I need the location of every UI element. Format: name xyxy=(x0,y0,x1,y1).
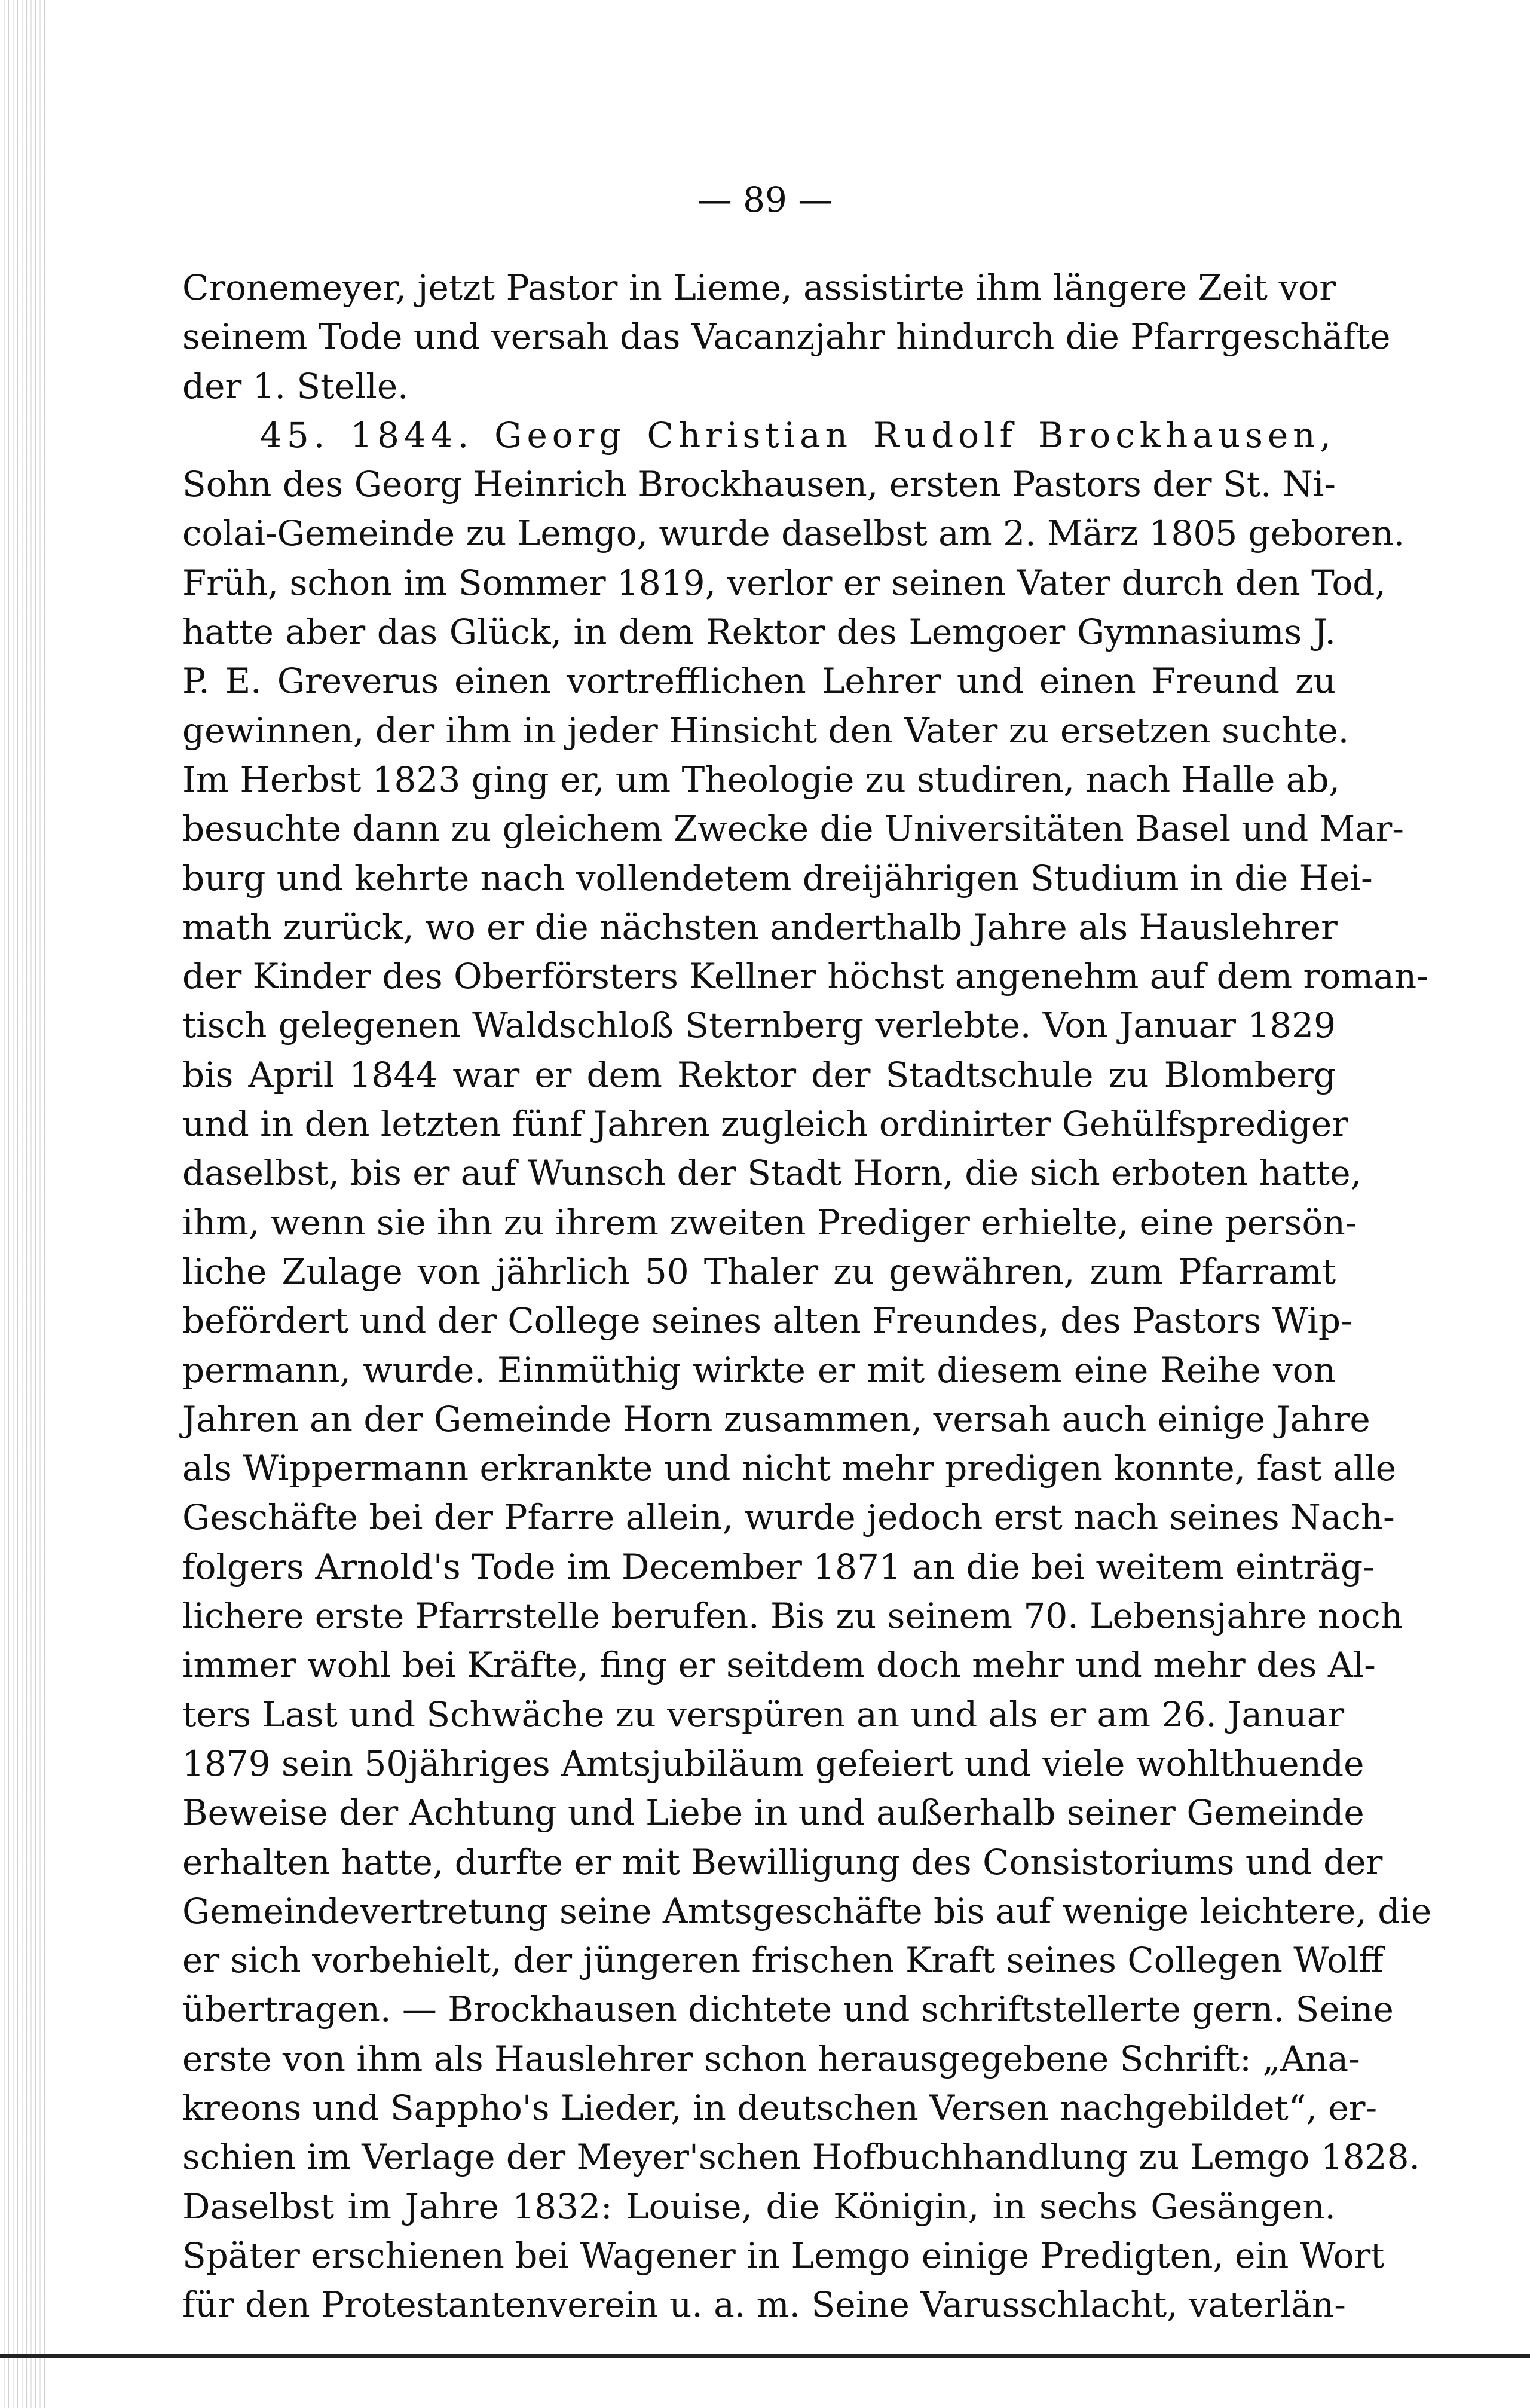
text-line: ihm, wenn sie ihn zu ihrem zweiten Prediger erhielte, eine persön- xyxy=(182,1202,1357,1243)
text-line: folgers Arnold's Tode im December 1871 an die bei weitem einträg- xyxy=(182,1546,1375,1587)
bottom-rule xyxy=(0,2354,1530,2358)
text-line: Cronemeyer, jetzt Pastor in Lieme, assistirte ihm längere Zeit vor xyxy=(182,267,1336,308)
text-line: colai-Gemeinde zu Lemgo, wurde daselbst am 2. März 1805 geboren. xyxy=(182,513,1405,554)
text-line: seinem Tode und versah das Vacanzjahr hindurch die Pfarrgeschäfte xyxy=(182,316,1391,357)
text-line: liche Zulage von jährlich 50 Thaler zu gewähren, zum Pfarramt xyxy=(182,1251,1336,1292)
text-line: befördert und der College seines alten Freundes, des Pastors Wip- xyxy=(182,1300,1352,1341)
text-line: P. E. Greverus einen vortrefflichen Lehrer und einen Freund zu xyxy=(182,661,1336,702)
text-line: Beweise der Achtung und Liebe in und außerhalb seiner Gemeinde xyxy=(182,1792,1364,1833)
text-line: tisch gelegenen Waldschloß Sternberg verlebte. Von Januar 1829 xyxy=(182,1005,1336,1046)
text-line: er sich vorbehielt, der jüngeren frischen Kraft seines Collegen Wolff xyxy=(182,1940,1384,1981)
text-line: burg und kehrte nach vollendetem dreijährigen Studium in die Hei- xyxy=(182,857,1373,899)
text-line: math zurück, wo er die nächsten anderthalb Jahre als Hauslehrer xyxy=(182,906,1338,948)
text-line: und in den letzten fünf Jahren zugleich ordinirter Gehülfsprediger xyxy=(182,1104,1348,1145)
text-line: Später erschienen bei Wagener in Lemgo einige Predigten, ein Wort xyxy=(182,2235,1385,2276)
text-line: für den Protestantenverein u. a. m. Seine Varusschlacht, vaterlän- xyxy=(182,2284,1346,2326)
text-line: erhalten hatte, durfte er mit Bewilligung des Consistoriums und der xyxy=(182,1841,1383,1883)
text-line: der 1. Stelle. xyxy=(182,365,409,407)
text-line: ters Last und Schwäche zu verspüren an und als er am 26. Januar xyxy=(182,1694,1345,1735)
text-line: als Wippermann erkrankte und nicht mehr predigen konnte, fast alle xyxy=(182,1448,1397,1489)
text-line: Im Herbst 1823 ging er, um Theologie zu studiren, nach Halle ab, xyxy=(182,759,1340,800)
text-line: permann, wurde. Einmüthig wirkte er mit diesem eine Reihe von xyxy=(182,1349,1336,1391)
text-line: Sohn des Georg Heinrich Brockhausen, ersten Pastors der St. Ni- xyxy=(182,464,1336,505)
text-line: Jahren an der Gemeinde Horn zusammen, versah auch einige Jahre xyxy=(182,1398,1370,1440)
scan-edge xyxy=(0,0,48,2408)
text-line: Früh, schon im Sommer 1819, verlor er seinen Vater durch den Tod, xyxy=(182,562,1386,603)
text-line: erste von ihm als Hauslehrer schon herausgegebene Schrift: „Ana- xyxy=(182,2038,1360,2079)
page-number: — 89 — xyxy=(697,179,833,220)
text-line: bis April 1844 war er dem Rektor der Stadtschule zu Blomberg xyxy=(182,1054,1336,1095)
text-line: gewinnen, der ihm in jeder Hinsicht den Vater zu ersetzen suchte. xyxy=(182,710,1350,751)
text-line: Gemeindevertretung seine Amtsgeschäfte bis auf wenige leichtere, die xyxy=(182,1890,1432,1932)
text-line: hatte aber das Glück, in dem Rektor des Lemgoer Gymnasiums J. xyxy=(182,612,1336,653)
text-line: übertragen. — Brockhausen dichtete und schriftstellerte gern. Seine xyxy=(182,1989,1394,2030)
text-line: schien im Verlage der Meyer'schen Hofbuchhandlung zu Lemgo 1828. xyxy=(182,2137,1420,2178)
text-line: Daselbst im Jahre 1832: Louise, die Königin, in sechs Gesängen. xyxy=(182,2186,1336,2227)
text-line: der Kinder des Oberförsters Kellner höchst angenehm auf dem roman- xyxy=(182,956,1428,997)
text-line: 1879 sein 50jähriges Amtsjubiläum gefeiert und viele wohlthuende xyxy=(182,1743,1364,1784)
text-line: Geschäfte bei der Pfarre allein, wurde jedoch erst nach seines Nach- xyxy=(182,1497,1395,1538)
text-line: besuchte dann zu gleichem Zwecke die Universitäten Basel und Mar- xyxy=(182,808,1404,849)
text-line: daselbst, bis er auf Wunsch der Stadt Horn, die sich erboten hatte, xyxy=(182,1153,1362,1194)
text-line: 45. 1844. Georg Christian Rudolf Brockhausen, xyxy=(260,414,1336,456)
page-body xyxy=(182,263,1432,2329)
text-line: lichere erste Pfarrstelle berufen. Bis zu seinem 70. Lebensjahre noch xyxy=(182,1596,1403,1637)
text-line: immer wohl bei Kräfte, fing er seitdem doch mehr und mehr des Al- xyxy=(182,1645,1376,1686)
text-line: kreons und Sappho's Lieder, in deutschen Versen nachgebildet“, er- xyxy=(182,2087,1378,2128)
